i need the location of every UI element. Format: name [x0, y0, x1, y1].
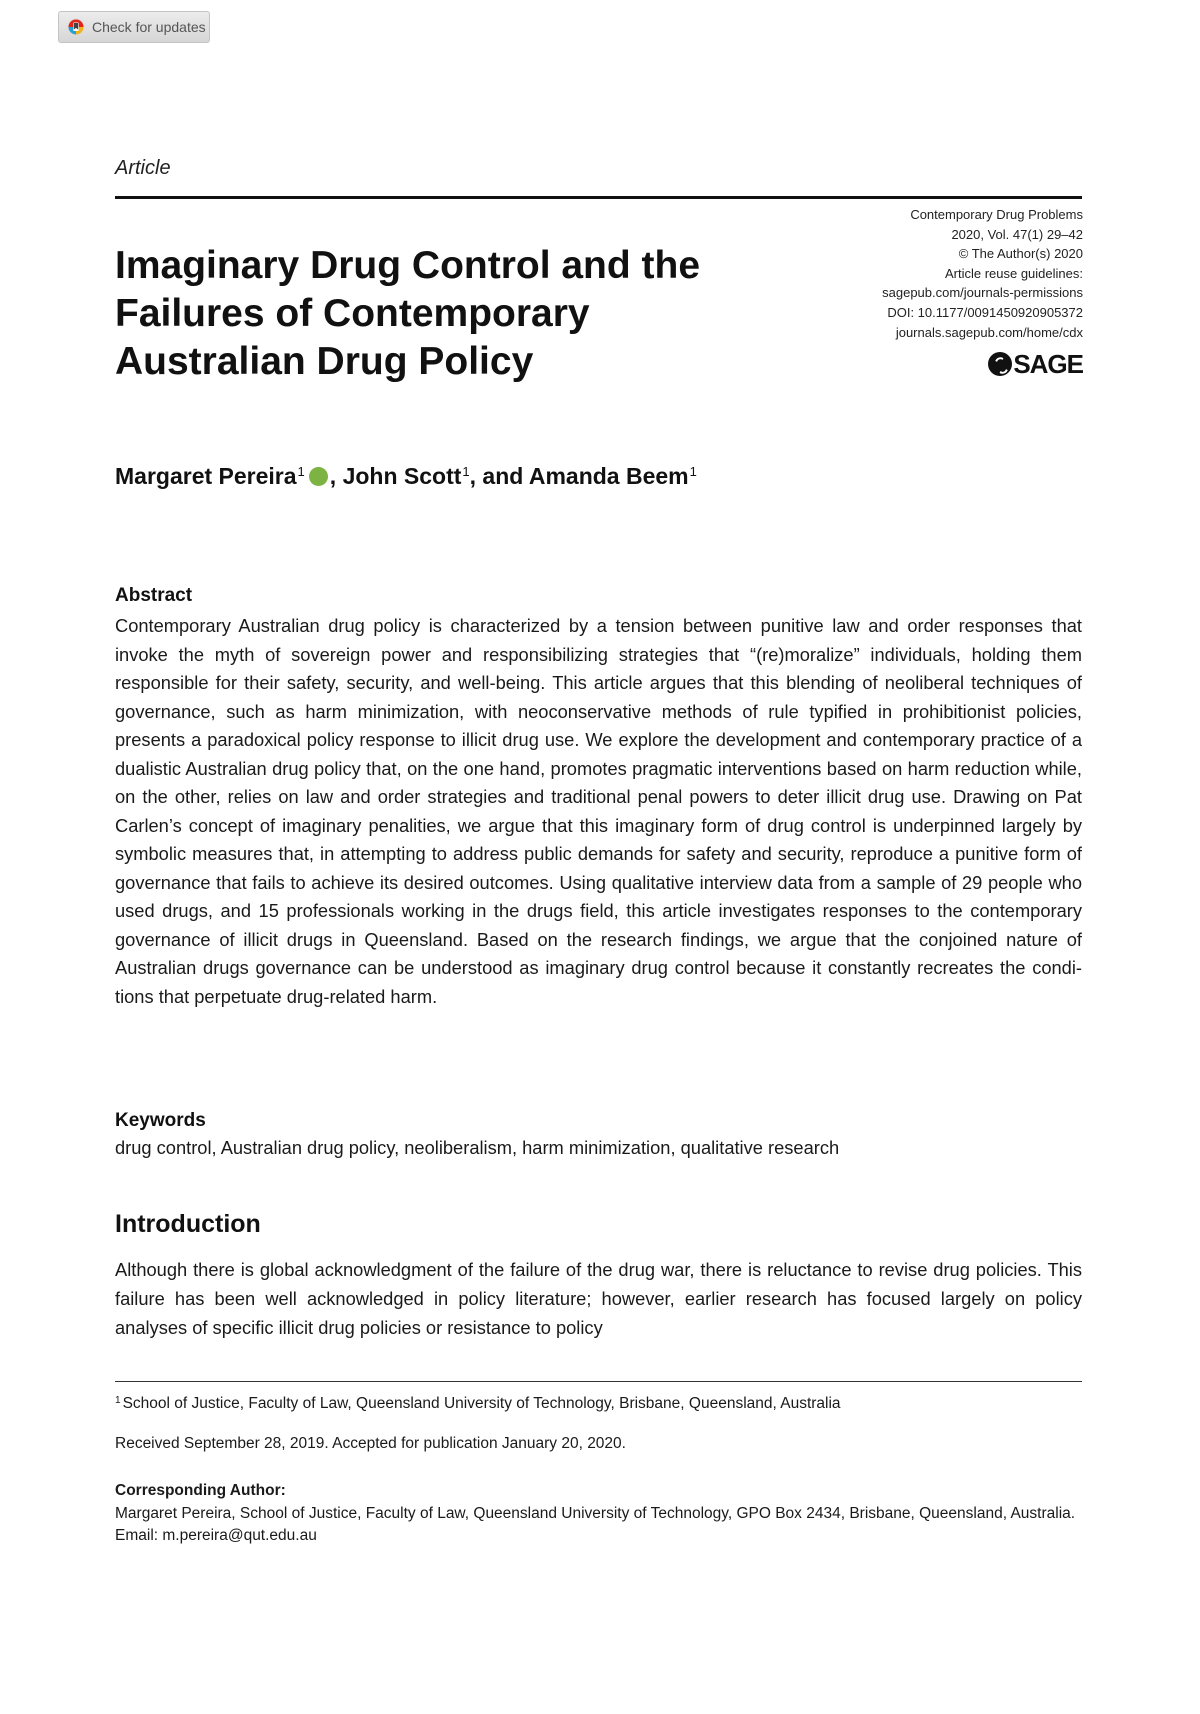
- journal-volume: 2020, Vol. 47(1) 29–42: [951, 226, 1083, 242]
- journal-home-link[interactable]: journals.sagepub.com/home/cdx: [895, 324, 1083, 340]
- affiliation-footnote-mark: 1: [115, 1395, 121, 1406]
- author-name[interactable]: John Scott: [342, 463, 462, 489]
- corresponding-author-block: [115, 1480, 1082, 1548]
- corresponding-author-address: Margaret Pereira, School of Justice, Faculty of Law, Queensland University of Technology, GPO Box 2434, Brisbane, Queensland, Australia.: [115, 1504, 1076, 1522]
- author-separator: , and: [469, 463, 529, 489]
- affiliation-footnote: [115, 1395, 841, 1413]
- article-title: [115, 242, 815, 386]
- copyright-line: © The Author(s) 2020: [958, 246, 1083, 262]
- header-rule: [115, 196, 1082, 199]
- journal-name: Contemporary Drug Problems: [910, 207, 1083, 222]
- corresponding-author-email[interactable]: Email: m.pereira@qut.edu.au: [115, 1527, 317, 1544]
- orcid-icon[interactable]: [309, 467, 328, 486]
- crossmark-icon: [67, 18, 85, 36]
- check-for-updates-label: Check for updates: [92, 19, 206, 35]
- sage-logo-mark-icon: [988, 352, 1012, 376]
- abstract-heading: Abstract: [115, 585, 193, 606]
- author-affiliation-mark: 1: [297, 464, 305, 479]
- article-type-label: Article: [115, 157, 171, 179]
- author-separator: ,: [329, 463, 343, 489]
- author-affiliation-mark: 1: [689, 464, 697, 479]
- title-line: Australian Drug Policy: [115, 340, 534, 383]
- sage-logo: [988, 349, 1083, 379]
- affiliation-footnote-text: School of Justice, Faculty of Law, Queensland University of Technology, Brisbane, Queensland, Australia: [122, 1395, 841, 1412]
- corresponding-author-label: Corresponding Author:: [115, 1482, 286, 1499]
- introduction-heading: Introduction: [115, 1210, 261, 1238]
- footnote-rule: [115, 1381, 1082, 1382]
- author-list: [115, 463, 697, 490]
- title-line: Imaginary Drug Control and the: [115, 244, 701, 287]
- author-name[interactable]: Margaret Pereira: [115, 463, 297, 489]
- journal-info: [882, 205, 1083, 342]
- sage-logo-text: SAGE: [1013, 348, 1083, 379]
- abstract-text: Contemporary Australian drug policy is characterized by a tension between punitive law and order responses that invoke the myth of sovereign power and responsibilizing strategies that “(re)moralize” individuals, holding them responsible for their safety, security, and well-being. This article argues that this blending of neoliberal techniques of governance, such as harm minimization, with neoconservative methods of rule typified in prohibitionist policies, presents a paradoxical policy response to illicit drug use. We explore the development and contemporary practice of a dualistic Australian drug policy that, on the one hand, promotes pragmatic interventions based on harm reduction while, on the other, relies on law and order strategies and traditional penal powers to deter illicit drug use. Drawing on Pat Carlen’s concept of imaginary penalities, we argue that this imaginary form of drug control is underpinned largely by symbolic measures that, in attempting to address public demands for safety and security, reproduce a punitive form of governance that fails to achieve its desired outcomes. Using qualitative interview data from a sample of 29 people who used drugs, and 15 professionals working in the drugs field, this article investigates responses to the contemporary governance of illicit drugs in Queensland. Based on the research findings, we argue that the conjoined nature of Australian drugs governance can be understood as imaginary drug control because it constantly recreates the condi-tions that perpetuate drug-related harm.: [115, 615, 1082, 1007]
- doi-link[interactable]: DOI: 10.1177/0091450920905372: [887, 304, 1083, 320]
- title-line: Failures of Contemporary: [115, 292, 590, 335]
- author-name[interactable]: Amanda Beem: [528, 463, 689, 489]
- received-footnote: Received September 28, 2019. Accepted for publication January 20, 2020.: [115, 1435, 626, 1452]
- check-for-updates-button[interactable]: [58, 11, 210, 43]
- keywords-heading: Keywords: [115, 1110, 206, 1131]
- keywords-text: drug control, Australian drug policy, neoliberalism, harm minimization, qualitative research: [115, 1137, 840, 1158]
- author-affiliation-mark: 1: [462, 464, 470, 479]
- reuse-guidelines-label: Article reuse guidelines:: [944, 265, 1083, 281]
- permissions-link[interactable]: sagepub.com/journals-permissions: [882, 285, 1083, 301]
- introduction-text: Although there is global acknowledgment of the failure of the drug war, there is reluctance to revise drug policies. This failure has been well acknowledged in policy literature; however, earlier research has focused largely on policy analyses of specific illicit drug policies or resistance to policy: [115, 1259, 1082, 1338]
